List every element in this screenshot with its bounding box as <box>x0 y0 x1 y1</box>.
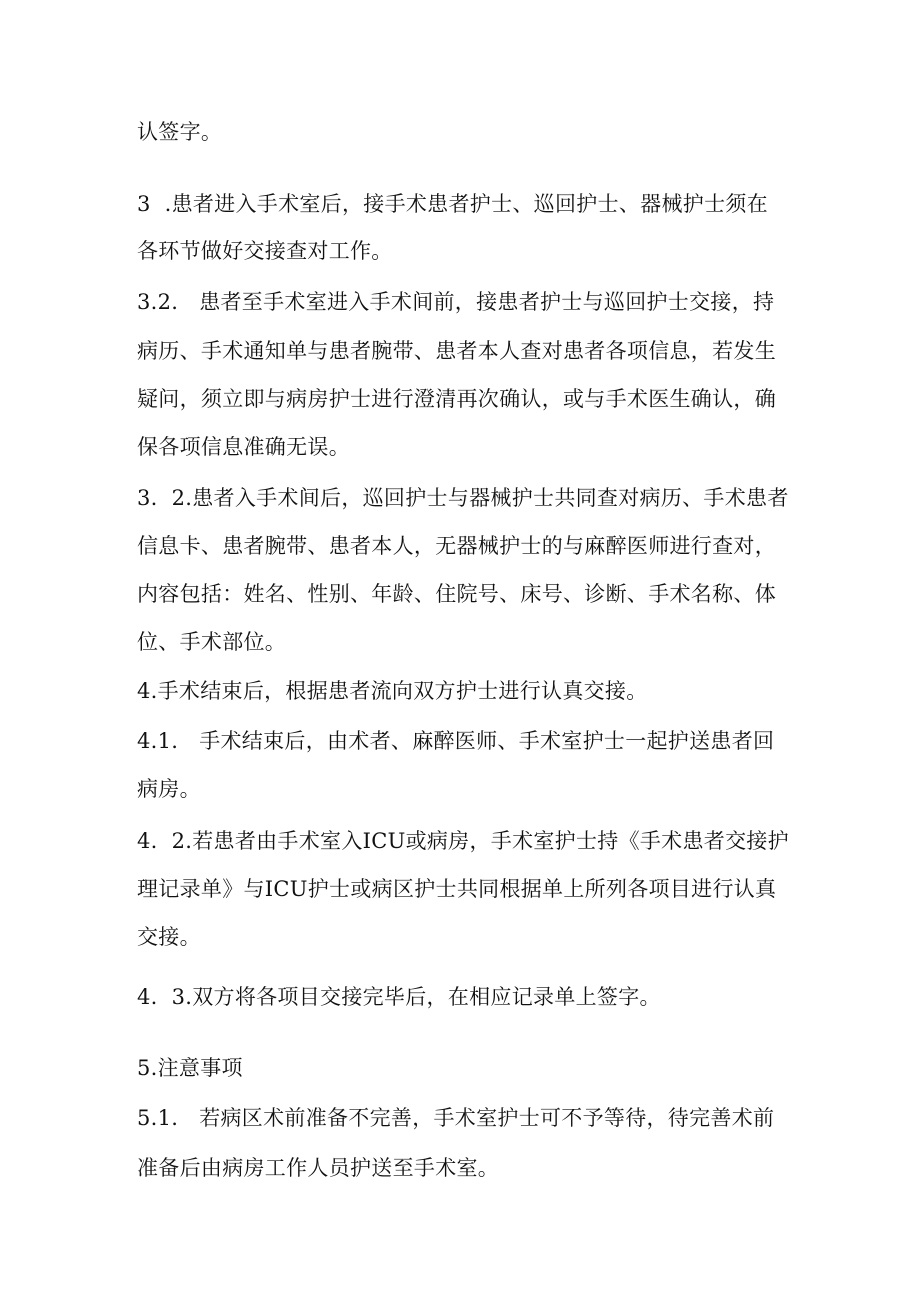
text-line: 4. 2.若患者由手术室入ICU或病房，手术室护士持《手术患者交接护 <box>137 829 789 853</box>
text-line: 内容包括：姓名、性别、年龄、住院号、床号、诊断、手术名称、体 <box>137 582 776 606</box>
text-line: 理记录单》与ICU护士或病区护士共同根据单上所列各项目进行认真 <box>137 877 777 901</box>
section-heading: 5.注意事项 <box>137 1056 243 1080</box>
text-line: 疑问，须立即与病房护士进行澄清再次确认，或与手术医生确认，确 <box>137 387 776 411</box>
text-line: 交接。 <box>137 925 201 949</box>
text-line: 各环节做好交接查对工作。 <box>137 239 393 263</box>
text-line: 3.2. 患者至手术室进入手术间前，接患者护士与巡回护士交接，持 <box>137 290 775 314</box>
text-line: 位、手术部位。 <box>137 630 287 654</box>
text-line: 4.手术结束后，根据患者流向双方护士进行认真交接。 <box>137 679 648 703</box>
text-line: 保各项信息准确无误。 <box>137 435 350 459</box>
text-line: 准备后由病房工作人员护送至手术室。 <box>137 1156 500 1180</box>
text-line: 3 .患者进入手术室后，接手术患者护士、巡回护士、器械护士须在 <box>137 192 768 216</box>
text-line: 4. 3.双方将各项目交接完毕后，在相应记录单上签字。 <box>137 985 661 1009</box>
text-line: 病历、手术通知单与患者腕带、患者本人查对患者各项信息，若发生 <box>137 339 776 363</box>
text-line: 病房。 <box>137 777 201 801</box>
text-line: 5.1. 若病区术前准备不完善，手术室护士可不予等待，待完善术前 <box>137 1106 775 1130</box>
text-line: 认签字。 <box>137 120 223 144</box>
text-line: 3. 2.患者入手术间后，巡回护士与器械护士共同查对病历、手术患者 <box>137 486 789 510</box>
text-line: 信息卡、患者腕带、患者本人，无器械护士的与麻醉医师进行查对， <box>137 534 776 558</box>
text-line: 4.1. 手术结束后，由术者、麻醉医师、手术室护士一起护送患者回 <box>137 729 775 753</box>
